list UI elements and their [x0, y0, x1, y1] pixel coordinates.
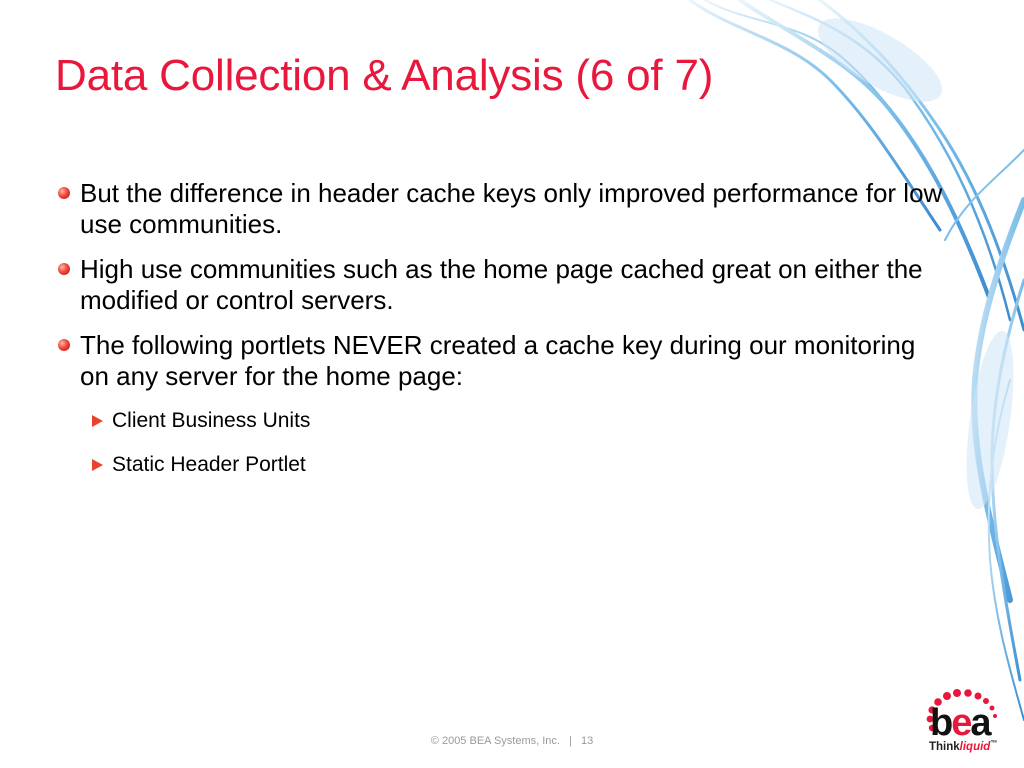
- bullet-text: But the difference in header cache keys only improved performance for low use communities.: [80, 178, 943, 239]
- bullet-dot-icon: [58, 339, 70, 351]
- sub-bullet-item: [56, 408, 946, 434]
- arrow-bullet-icon: [92, 415, 103, 427]
- bullet-item: [56, 178, 946, 240]
- slide-title: Data Collection & Analysis (6 of 7): [55, 51, 714, 100]
- bea-logo-wordmark: bea: [930, 702, 990, 744]
- bullet-dot-icon: [58, 263, 70, 275]
- footer-separator: |: [569, 735, 572, 747]
- slide-footer: [0, 735, 1024, 747]
- sub-bullet-item: [56, 452, 946, 478]
- logo-tagline: Thinkliquid™: [929, 740, 998, 753]
- slide-body: [56, 178, 946, 498]
- arrow-bullet-icon: [92, 459, 103, 471]
- bullet-item: [56, 254, 946, 316]
- sub-bullet-text: Client Business Units: [112, 409, 311, 432]
- bullet-dot-icon: [58, 187, 70, 199]
- bullet-text: High use communities such as the home page cached great on either the modified or control servers.: [80, 254, 923, 315]
- bullet-text: The following portlets NEVER created a cache key during our monitoring on any server for the home page:: [80, 330, 916, 391]
- copyright-text: © 2005 BEA Systems, Inc.: [430, 735, 560, 747]
- sub-bullet-text: Static Header Portlet: [112, 453, 306, 476]
- bullet-item: [56, 330, 946, 392]
- page-number: 13: [580, 735, 594, 747]
